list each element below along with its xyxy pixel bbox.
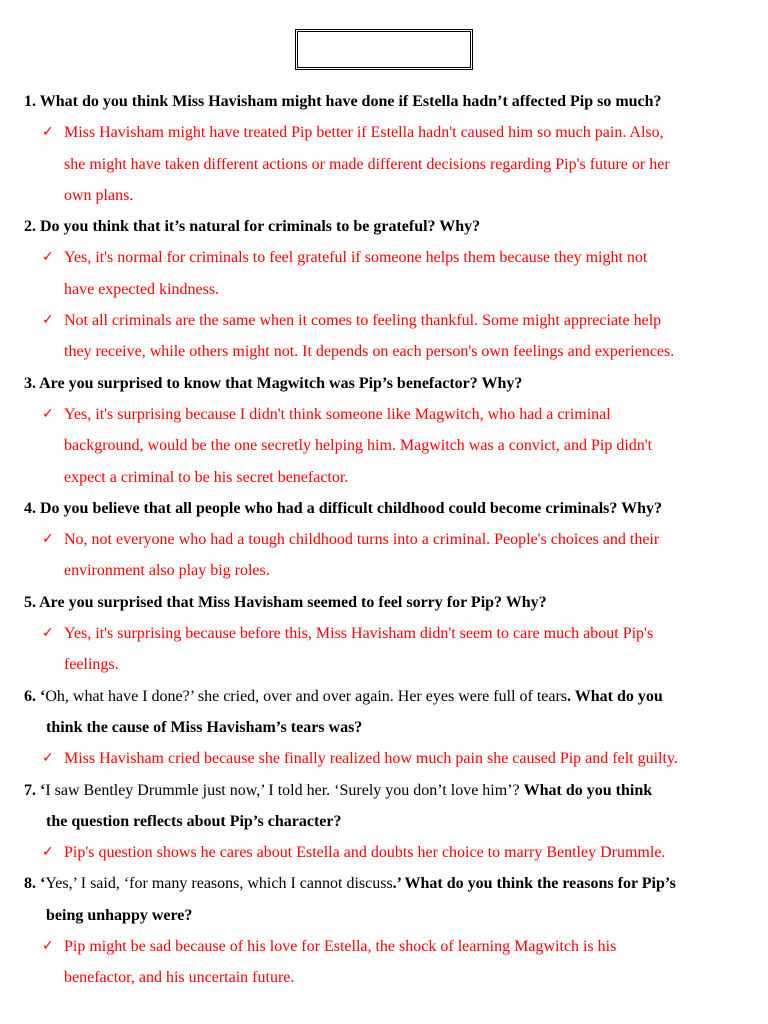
- answer-text: expect a criminal to be his secret benefactor.: [64, 468, 349, 486]
- question-bold-text: ‘: [40, 687, 46, 705]
- answer-text-line: [0, 336, 768, 367]
- question-bold-text: being unhappy were?: [46, 906, 193, 924]
- check-mark-icon: ✓: [42, 312, 54, 329]
- question-bold-text: 8.: [24, 875, 40, 893]
- question-text-line: [0, 368, 768, 399]
- answer-text: they receive, while others might not. It depends on each person's own feelings and experiences.: [64, 343, 675, 361]
- question-bold-text: Do you think that it’s natural for criminals to be grateful? Why?: [40, 218, 481, 236]
- question-bold-text: . What do you: [567, 687, 663, 705]
- question-bold-text: the question reflects about Pip’s character?: [46, 812, 342, 830]
- question-text-line: [0, 681, 768, 712]
- answer-text-line: [0, 931, 768, 962]
- question-text-line: [0, 211, 768, 242]
- question-bold-text: Are you surprised to know that Magwitch was Pip’s benefactor? Why?: [39, 374, 523, 392]
- question-bold-text: ‘: [40, 781, 46, 799]
- question-bold-text: 1.: [24, 93, 40, 110]
- question-text-line: [0, 86, 768, 117]
- answer-text: benefactor, and his uncertain future.: [64, 969, 295, 987]
- answer-text: she might have taken different actions or made different decisions regarding Pip's future or her: [64, 155, 670, 173]
- answer-text: Pip's question shows he cares about Estella and doubts her choice to marry Bentley Drummle.: [64, 844, 666, 862]
- title-box: [295, 29, 473, 70]
- answer-text: own plans.: [64, 186, 134, 204]
- question-bold-text: 4.: [24, 499, 40, 517]
- check-mark-icon: ✓: [42, 249, 54, 266]
- check-mark-icon: ✓: [42, 844, 54, 861]
- check-mark-icon: ✓: [42, 750, 54, 767]
- answer-text: No, not everyone who had a tough childhood turns into a criminal. People's choices and their: [64, 531, 660, 549]
- question-list: [0, 86, 768, 994]
- answer-text: Yes, it's surprising because before this, Miss Havisham didn't seem to care much about Pip's: [64, 625, 654, 643]
- answer-text-line: [0, 149, 768, 180]
- check-mark-icon: ✓: [42, 531, 54, 548]
- check-mark-icon: ✓: [42, 405, 54, 422]
- answer-text: Miss Havisham might have treated Pip better if Estella hadn't caused him so much pain. Also,: [64, 124, 664, 142]
- question-bold-text: 7.: [24, 781, 40, 799]
- answer-text-line: [0, 618, 768, 649]
- answer-text-line: [0, 430, 768, 461]
- question-block: [0, 86, 768, 211]
- question-bold-text: What do you think: [523, 781, 653, 799]
- question-quote-text: I saw Bentley Drummle just now,’ I told her. ‘Surely you don’t love him’?: [45, 781, 524, 799]
- check-mark-icon: ✓: [42, 124, 54, 141]
- question-block: [0, 775, 768, 869]
- answer-text-line: [0, 555, 768, 586]
- question-bold-text: 5.: [24, 593, 40, 611]
- answer-text-line: [0, 180, 768, 211]
- answer-text: background, would be the one secretly helping him. Magwitch was a convict, and Pip didn't: [64, 437, 653, 455]
- answer-text-line: [0, 117, 768, 148]
- answer-text: Not all criminals are the same when it comes to feeling thankful. Some might appreciate help: [64, 312, 662, 330]
- answer-text-line: [0, 242, 768, 273]
- question-quote-text: Yes,’ I said, ‘for many reasons, which I cannot discuss: [45, 875, 393, 893]
- answer-text-line: [0, 399, 768, 430]
- check-mark-icon: ✓: [42, 938, 54, 955]
- answer-text-line: [0, 305, 768, 336]
- question-block: [0, 681, 768, 775]
- question-text-line: [0, 493, 768, 524]
- answer-text: Miss Havisham cried because she finally realized how much pain she caused Pip and felt guilty.: [64, 750, 678, 768]
- question-bold-text: 2.: [24, 218, 40, 236]
- question-bold-text: think the cause of Miss Havisham’s tears was?: [46, 718, 363, 736]
- question-bold-text: 3.: [24, 374, 40, 392]
- question-block: [0, 368, 768, 493]
- check-mark-icon: ✓: [42, 625, 54, 642]
- question-bold-text: What do you think Miss Havisham might have done if Estella hadn’t affected Pip so much?: [39, 93, 662, 110]
- question-bold-text: .’ What do you think the reasons for Pip’s: [392, 875, 676, 893]
- question-bold-text: ‘: [40, 875, 46, 893]
- answer-text-line: [0, 837, 768, 868]
- question-text-line: [0, 587, 768, 618]
- question-text-line: [0, 806, 768, 837]
- answer-text: Yes, it's surprising because I didn't think someone like Magwitch, who had a criminal: [64, 405, 611, 423]
- answer-text: Yes, it's normal for criminals to feel grateful if someone helps them because they might not: [64, 249, 648, 267]
- question-bold-text: 6.: [24, 687, 40, 705]
- question-text-line: [0, 868, 768, 899]
- answer-text: feelings.: [64, 656, 119, 674]
- answer-text-line: [0, 462, 768, 493]
- answer-text: Pip might be sad because of his love for Estella, the shock of learning Magwitch is his: [64, 938, 617, 956]
- answer-text-line: [0, 962, 768, 993]
- question-block: [0, 868, 768, 993]
- answer-text-line: [0, 743, 768, 774]
- question-text-line: [0, 775, 768, 806]
- answer-text: environment also play big roles.: [64, 562, 270, 580]
- question-text-line: [0, 712, 768, 743]
- question-bold-text: Do you believe that all people who had a difficult childhood could become criminals? Why?: [40, 499, 662, 517]
- question-block: [0, 211, 768, 367]
- answer-text-line: [0, 649, 768, 680]
- question-block: [0, 587, 768, 681]
- question-quote-text: Oh, what have I done?’ she cried, over and over again. Her eyes were full of tears: [45, 687, 568, 705]
- question-block: [0, 493, 768, 587]
- question-text-line: [0, 900, 768, 931]
- answer-text-line: [0, 274, 768, 305]
- answer-text: have expected kindness.: [64, 280, 220, 298]
- question-bold-text: Are you surprised that Miss Havisham seemed to feel sorry for Pip? Why?: [39, 593, 547, 611]
- answer-text-line: [0, 524, 768, 555]
